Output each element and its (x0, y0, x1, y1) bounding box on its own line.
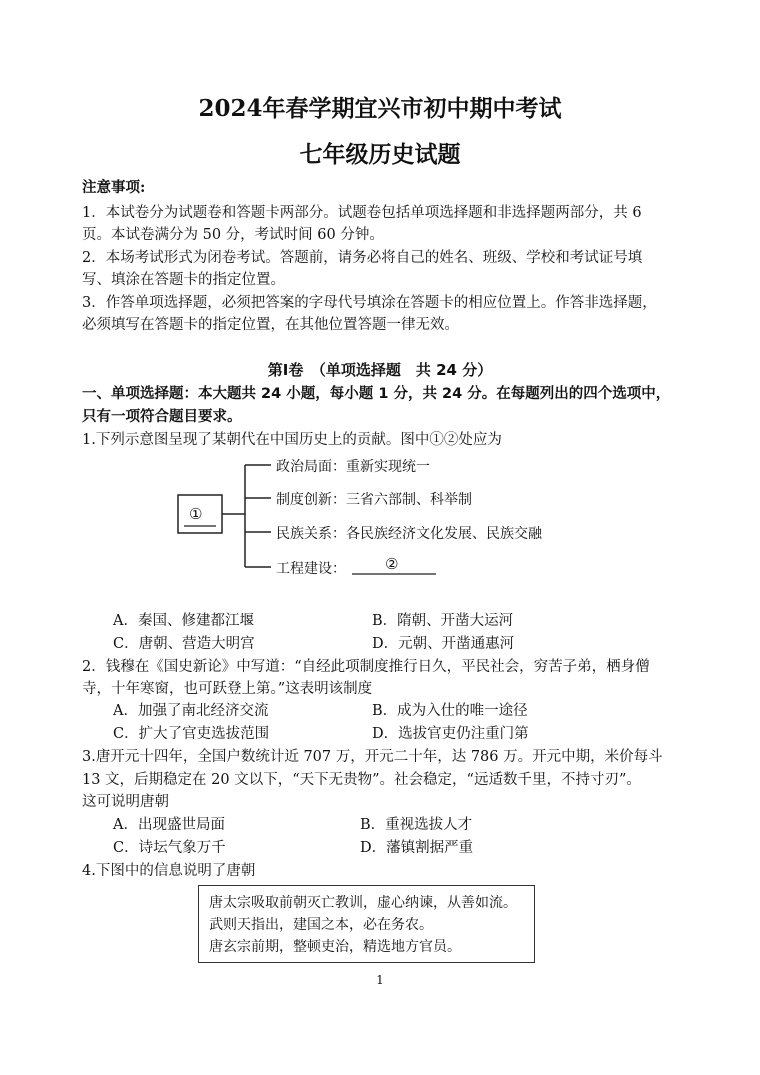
notice-line: 写、填涂在答题卡的指定位置。 (82, 272, 285, 288)
q3-option-a[interactable]: A．出现盛世局面 (113, 817, 225, 833)
q3-option-d[interactable]: D．藩镇割据严重 (360, 840, 474, 856)
diagram-blank-label: ② (385, 555, 399, 573)
notice-line: 必须填写在答题卡的指定位置，在其他位置答题一律无效。 (82, 317, 459, 333)
q1-option-b[interactable]: B．隋朝、开凿大运河 (372, 613, 514, 629)
q1-option-c[interactable]: C．唐朝、营造大明宫 (113, 636, 255, 652)
q3-option-c[interactable]: C．诗坛气象万千 (113, 840, 226, 856)
question-4-stem: 4.下图中的信息说明了唐朝 (82, 863, 256, 879)
question-2-stem: 寺，十年寒窗，也可跃登上第。”这表明该制度 (82, 681, 373, 697)
q2-option-b[interactable]: B．成为入仕的唯一途径 (372, 703, 528, 719)
notice-line: 2．本场考试形式为闭卷考试。答题前，请务必将自己的姓名、班级、学校和考试证号填 (82, 250, 643, 266)
notice-line: 页。本试卷满分为 50 分，考试时间 60 分钟。 (82, 227, 384, 243)
q2-option-c[interactable]: C．扩大了官吏选拔范围 (113, 726, 270, 742)
notice-line: 3．作答单项选择题，必须把答案的字母代号填涂在答题卡的相应位置上。作答非选择题， (82, 295, 657, 311)
q3-option-b[interactable]: B．重视选拔人才 (360, 817, 473, 833)
question-3-stem: 这可说明唐朝 (82, 794, 169, 810)
section-instruction: 只有一项符合题目要求。 (82, 409, 242, 425)
diagram-box-label: ① (189, 505, 203, 523)
q1-option-d[interactable]: D．元朝、开凿通惠河 (372, 636, 515, 652)
info-box-line: 武则天指出，建国之本，必在务农。 (209, 917, 433, 933)
exam-subtitle: 七年级历史试题 (299, 141, 461, 168)
diagram-branch: 民族关系：各民族经济文化发展、民族交融 (276, 526, 542, 542)
q1-option-a[interactable]: A．秦国、修建都江堰 (113, 613, 254, 629)
q2-option-d[interactable]: D．选拔官吏仍注重门第 (372, 726, 529, 742)
info-box-line: 唐太宗吸取前朝灭亡教训，虚心纳谏，从善如流。 (209, 895, 517, 911)
question-3-stem: 3.唐开元十四年，全国户数统计近 707 万，开元二十年，达 786 万。开元中期，米价每斗 (82, 749, 663, 765)
page-number: 1 (376, 973, 384, 987)
diagram-branch: 制度创新：三省六部制、科举制 (276, 492, 472, 508)
exam-title: 2024年春学期宜兴市初中期中考试 (198, 95, 562, 122)
question-2-stem: 2．钱穆在《国史新论》中写道：“自经此项制度推行日久，平民社会，穷苦子弟，栖身僧 (82, 659, 650, 675)
notice-heading: 注意事项: (82, 179, 146, 196)
question-4-info-box (198, 885, 535, 963)
q2-option-a[interactable]: A．加强了南北经济交流 (113, 703, 269, 719)
diagram-branch: 工程建设： (276, 561, 346, 577)
section-heading: 第Ⅰ卷 （单项选择题 共 24 分） (267, 361, 493, 379)
question-1-stem: 1.下列示意图呈现了某朝代在中国历史上的贡献。图中①②处应为 (82, 432, 502, 448)
diagram-branch: 政治局面：重新实现统一 (276, 459, 430, 475)
notice-line: 1．本试卷分为试题卷和答题卡两部分。试题卷包括单项选择题和非选择题两部分，共 6 (82, 205, 642, 221)
section-instruction: 一、单项选择题：本大题共 24 小题，每小题 1 分，共 24 分。在每题列出的四个选项中， (82, 386, 671, 402)
question-3-stem: 13 文，后期稳定在 20 文以下，“天下无贵物”。社会稳定，“远适数千里，不持寸刃”。 (82, 772, 641, 788)
info-box-line: 唐玄宗前期，整顿吏治，精选地方官员。 (209, 939, 461, 955)
